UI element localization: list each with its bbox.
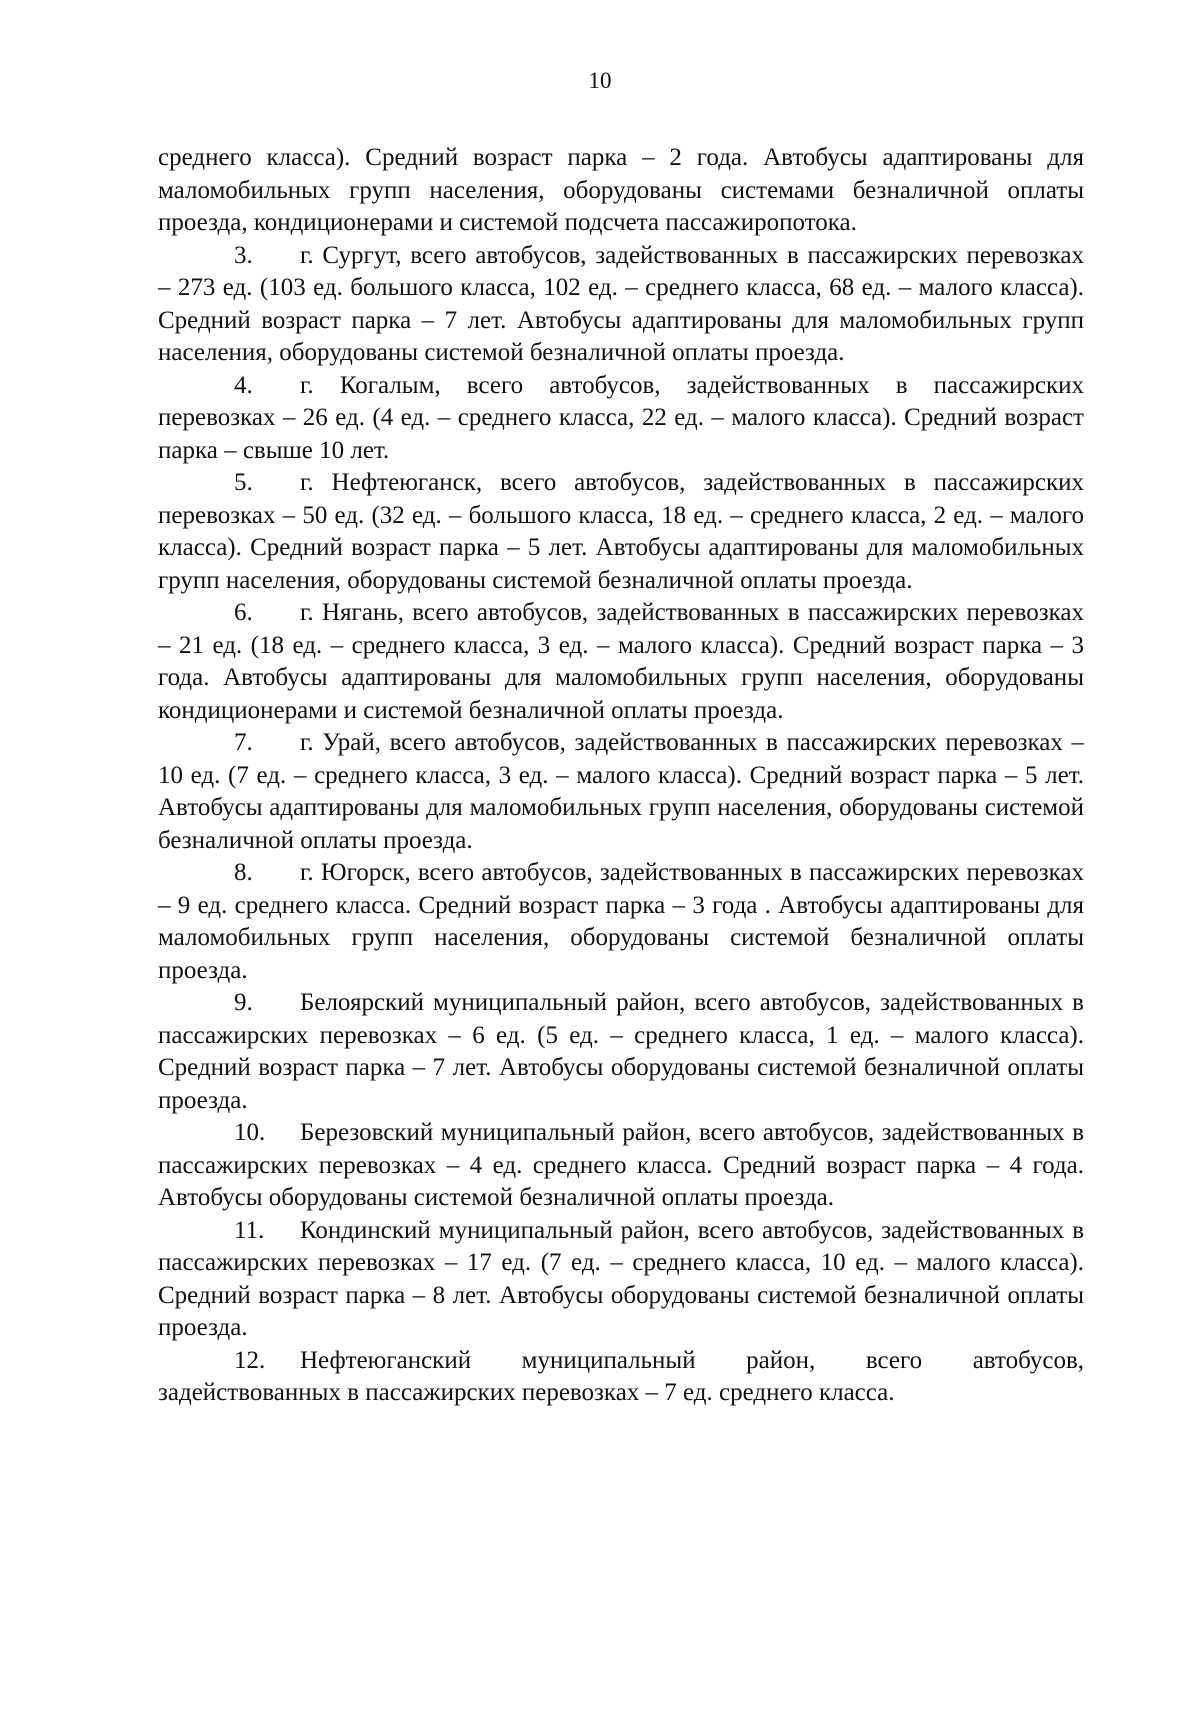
- item-number: 9.: [234, 989, 253, 1016]
- item-text: Белоярский муниципальный район, всего автобусов, задействованных в пассажирских перевозках – 6 ед. (5 ед. – среднего класса, 1 ед. – малого класса). Средний возраст парка – 7 лет. Автобусы оборудованы системой безналичной оплаты проезда.: [158, 989, 1084, 1114]
- item-text: г. Югорск, всего автобусов, задействованных в пассажирских перевозках – 9 ед. среднего класса. Средний возраст парка – 3 года . Автобусы адаптированы для маломобильных групп населения, оборудованы системой безналичной оплаты проезда.: [158, 859, 1084, 984]
- document-body: [158, 142, 1084, 1410]
- item-text: г. Нягань, всего автобусов, задействованных в пассажирских перевозках – 21 ед. (18 ед. – среднего класса, 3 ед. – малого класса). Средний возраст парка – 3 года. Автобусы адаптированы для маломобильных групп населения, оборудованы кондиционерами и системой безналичной оплаты проезда.: [158, 599, 1084, 724]
- item-number: 8.: [234, 859, 253, 886]
- list-item: [158, 857, 1084, 987]
- list-item: [158, 467, 1084, 597]
- item-number: 4.: [234, 371, 253, 399]
- item-number: 6.: [234, 599, 253, 626]
- item-number: 5.: [234, 469, 253, 496]
- item-text: г. Когалым, всего автобусов, задействованных в пассажирских перевозках – 26 ед. (4 ед. – среднего класса, 22 ед. – малого класса). Средний возраст парка – свыше 10 лет.: [158, 371, 1084, 464]
- item-text: г. Сургут, всего автобусов, задействованных в пассажирских перевозках – 273 ед. (103 ед. большого класса, 102 ед. – среднего класса, 68 ед. – малого класса). Средний возраст парка – 7 лет. Автобусы адаптированы для маломобильных групп населения, оборудованы системой безналичной оплаты проезда.: [158, 241, 1084, 366]
- item-number: 3.: [234, 241, 253, 269]
- item-text: Нефтеюганский муниципальный район, всего автобусов, задействованных в пассажирских перевозках – 7 ед. среднего класса.: [158, 1346, 1084, 1406]
- list-item: [158, 240, 1084, 370]
- item-text: г. Нефтеюганск, всего автобусов, задействованных в пассажирских перевозках – 50 ед. (32 ед. – большого класса, 18 ед. – среднего класса, 2 ед. – малого класса). Средний возраст парка – 5 лет. Автобусы адаптированы для маломобильных групп населения, оборудованы системой безналичной оплаты проезда.: [158, 469, 1084, 594]
- item-text: Березовский муниципальный район, всего автобусов, задействованных в пассажирских перевозках – 4 ед. среднего класса. Средний возраст парка – 4 года. Автобусы оборудованы системой безналичной оплаты проезда.: [158, 1119, 1084, 1211]
- list-item: [158, 1345, 1084, 1410]
- item-number: 11.: [234, 1216, 265, 1244]
- list-item: [158, 1117, 1084, 1215]
- item-number: 12.: [234, 1346, 266, 1374]
- list-item: [158, 597, 1084, 727]
- item-number: 10.: [234, 1119, 266, 1146]
- item-text: Кондинский муниципальный район, всего автобусов, задействованных в пассажирских перевозках – 17 ед. (7 ед. – среднего класса, 10 ед. – малого класса). Средний возраст парка – 8 лет. Автобусы оборудованы системой безналичной оплаты проезда.: [158, 1216, 1084, 1341]
- page-number: 10: [588, 68, 612, 93]
- list-item: [158, 370, 1084, 468]
- item-text: г. Урай, всего автобусов, задействованных в пассажирских перевозках – 10 ед. (7 ед. – среднего класса, 3 ед. – малого класса). Средний возраст парка – 5 лет. Автобусы адаптированы для маломобильных групп населения, оборудованы системой безналичной оплаты проезда.: [158, 729, 1084, 854]
- list-item: [158, 987, 1084, 1117]
- list-item: [158, 1215, 1084, 1345]
- continuation-paragraph: среднего класса). Средний возраст парка – 2 года. Автобусы адаптированы для маломобильных групп населения, оборудованы системами безналичной оплаты проезда, кондиционерами и системой подсчета пассажиропотока.: [158, 144, 1084, 236]
- item-number: 7.: [234, 729, 253, 756]
- list-item: [158, 727, 1084, 857]
